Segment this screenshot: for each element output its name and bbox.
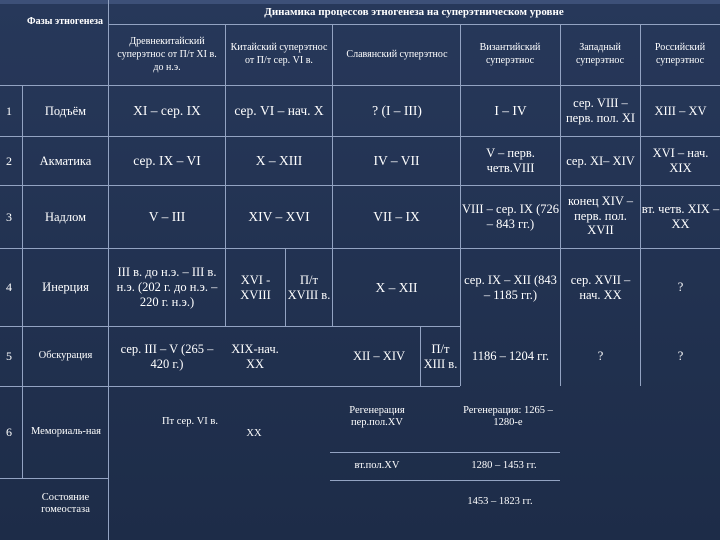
russian-cell: ? (677, 280, 684, 295)
row-number: 3 (6, 209, 12, 224)
phase-name: Инерция (42, 280, 89, 295)
western-cell: конец XIV – перв. пол. XVII (567, 193, 634, 238)
western-cell: ? (597, 349, 604, 364)
russian-cell: XVI – нач. XIX (652, 146, 709, 175)
slavic-cell: X – XII (375, 279, 418, 295)
row-number: 2 (6, 153, 12, 168)
byzantine-cell: V – перв. четв.VIII (486, 146, 535, 175)
divider (330, 480, 560, 481)
russian-cell: вт. четв. XIX – XX (641, 202, 720, 231)
western-cell: сер. VIII – перв. пол. XI (565, 96, 636, 125)
row-number: 1 (6, 103, 12, 118)
byzantine-cell: 1186 – 1204 гг. (471, 349, 550, 364)
byzantine-cell: I – IV (494, 103, 527, 119)
western-cell: сер. XVII – нач. XX (570, 272, 631, 302)
western-cell: сер. XI– XIV (566, 153, 635, 168)
phase-name: Надлом (44, 209, 87, 224)
divider (108, 24, 720, 25)
chinese-cell: П/т XVIII в. (287, 272, 331, 302)
ancient-chinese-header: Древнекитайский суперэтнос от П/т XI в. до н.э. (117, 35, 217, 73)
western-header: Западный суперэтнос (575, 42, 625, 66)
row-number: 6 (6, 425, 12, 440)
row-number: 4 (6, 280, 12, 295)
slavic-cell: ? (I – III) (372, 103, 422, 119)
russian-cell: XIII – XV (654, 103, 707, 118)
chinese-cell: XVI - XVIII (240, 272, 271, 302)
slavic-cell: Регенерация пер.пол.XV (349, 404, 405, 428)
byzantine-cell: Регенерация: 1265 – 1280-е (463, 404, 553, 428)
chinese-cell: X – XIII (255, 153, 303, 169)
divider (108, 0, 109, 540)
russian-header: Российский суперэтнос (654, 42, 706, 66)
slavic-cell: вт.пол.XV (354, 460, 400, 472)
ancient-chinese-cell: V – III (148, 209, 186, 225)
byzantine-header: Византийский суперэтнос (479, 42, 541, 66)
slavic-cell: IV – VII (373, 153, 420, 169)
chinese-cell: XX (246, 427, 262, 439)
phase-name: Акматика (39, 153, 92, 168)
ancient-chinese-cell: XI – сер. IX (133, 103, 201, 119)
chinese-header: Китайский суперэтнос от П/т сер. VI в. (230, 42, 328, 66)
phase-name: Мемориаль-ная (30, 426, 101, 438)
ancient-chinese-cell: Пт сер. VI в. (161, 415, 219, 427)
russian-cell: ? (677, 349, 684, 364)
slavic-cell: VII – IX (373, 209, 420, 225)
slavic-header: Славянский суперэтнос (346, 48, 448, 60)
chinese-cell: XIV – XVI (248, 209, 310, 225)
byzantine-cell: 1453 – 1823 гг. (467, 495, 533, 507)
chinese-cell: XIX-нач. XX (231, 341, 279, 371)
phase-name: Обскурация (38, 350, 93, 362)
ancient-chinese-cell: сер. IX – VI (133, 153, 201, 169)
phase-name: Подъём (44, 103, 87, 118)
slavic-cell: П/т XIII в. (423, 341, 458, 371)
dynamics-header: Динамика процессов этногенеза на суперэтническом уровне (264, 5, 564, 18)
byzantine-cell: сер. IX – XII (843 – 1185 гг.) (464, 272, 557, 302)
ancient-chinese-cell: сер. III – V (265 – 420 г.) (120, 341, 214, 371)
byzantine-cell: 1280 – 1453 гг. (471, 460, 537, 472)
slavic-cell: XII – XIV (352, 349, 406, 364)
row-number: 5 (6, 349, 12, 364)
ancient-chinese-cell: III в. до н.э. – III в. н.э. (202 г. до н.э. – 220 г. н.э.) (116, 265, 218, 309)
byzantine-cell: VIII – сер. IX (726 – 843 гг.) (462, 202, 559, 231)
phases-header: Фазы этногенеза (27, 15, 103, 27)
chinese-cell: сер. VI – нач. X (234, 103, 324, 119)
phase-name: Состояние гомеостаза (41, 491, 90, 515)
